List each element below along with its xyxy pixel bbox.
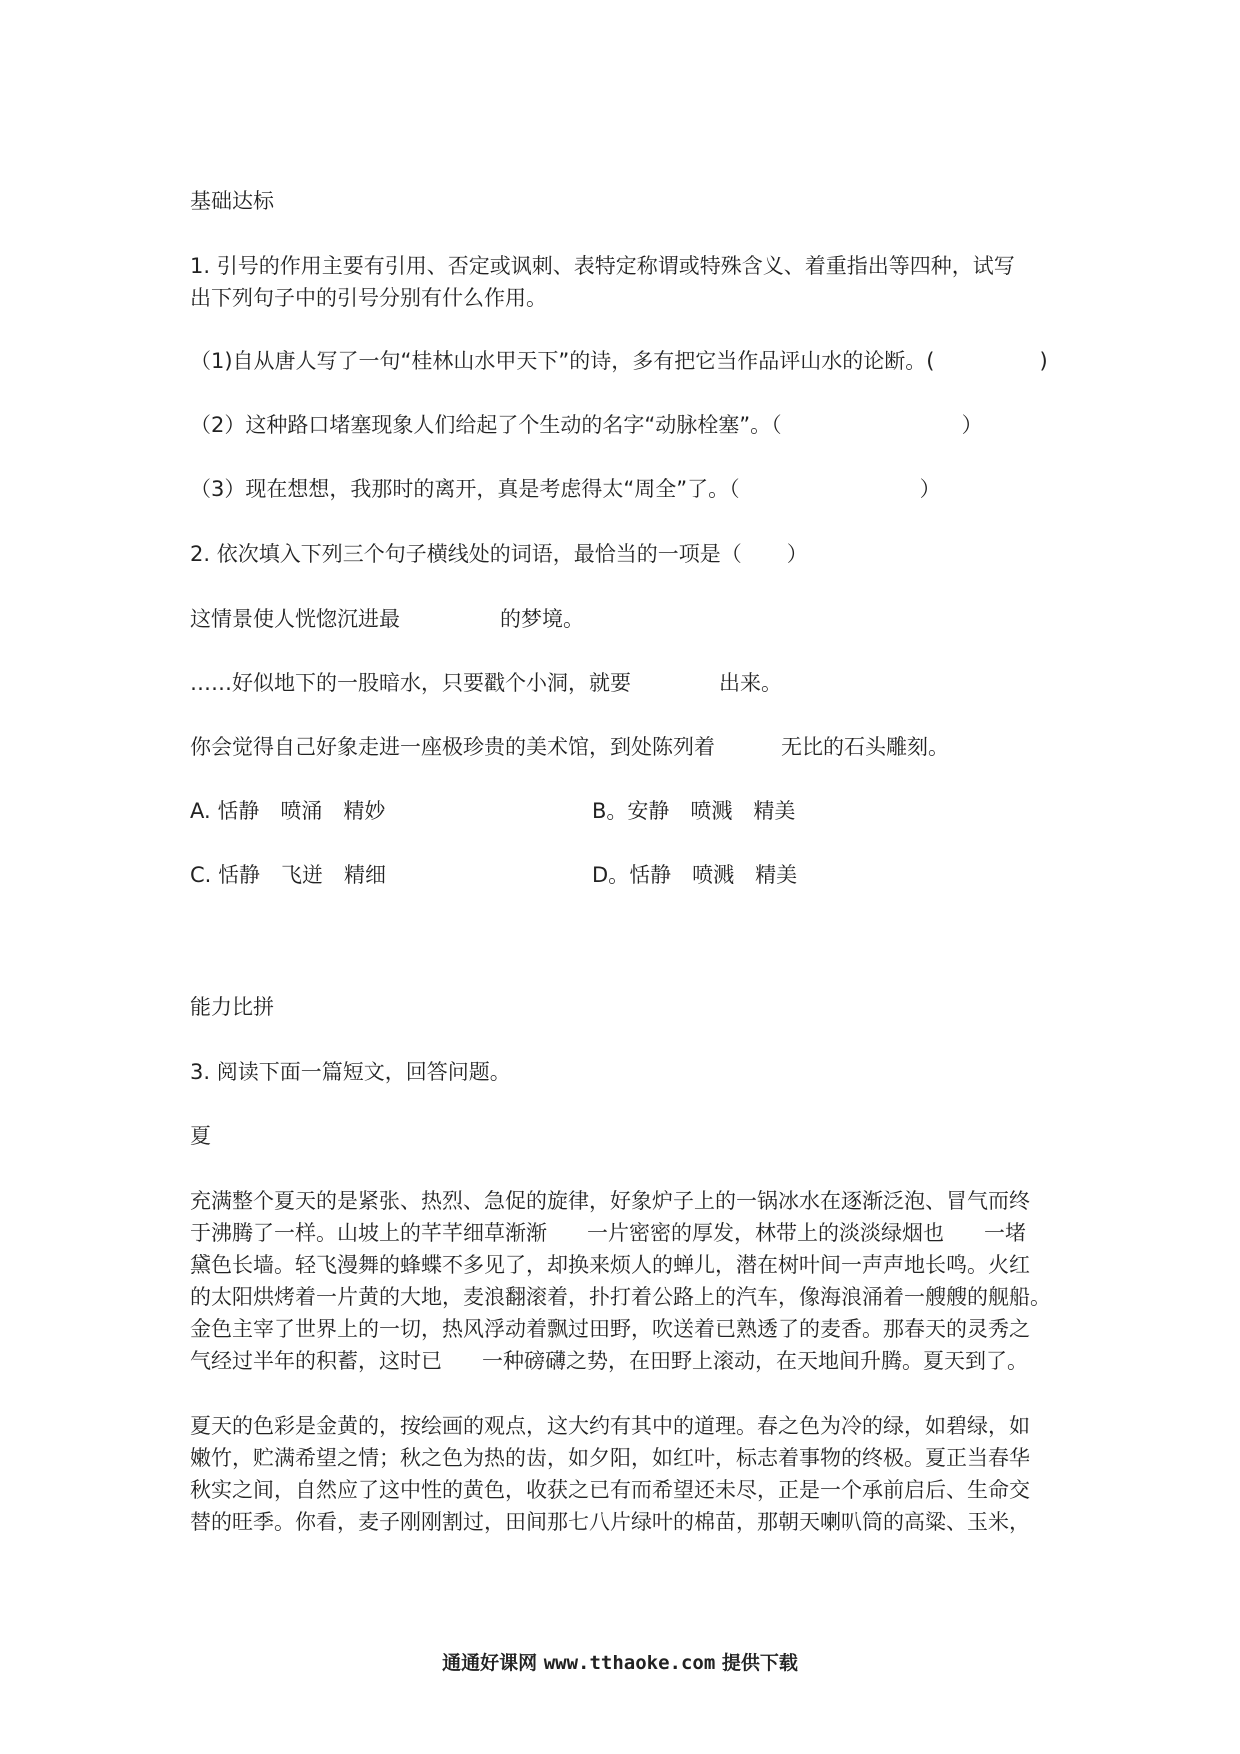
q2-sentence2-part1: ……好似地下的一股暗水，只要戳个小洞，就要 [190, 671, 631, 695]
essay-p1-line1: 充满整个夏天的是紧张、热烈、急促的旋律，好象炉子上的一锅冰水在逐渐泛泡、冒气而终 [190, 1189, 1030, 1213]
essay-p2-line4: 替的旺季。你看，麦子刚刚割过，田间那七八片绿叶的棉苗，那朝天喇叭筒的高粱、玉米， [190, 1510, 1030, 1534]
q1-item2-end: ） [961, 413, 983, 437]
essay-p1-line6-part1: 气经过半年的积蓄，这时已 [190, 1349, 442, 1373]
essay-title: 夏 [190, 1124, 211, 1148]
essay-p1-line6 [190, 1346, 1028, 1376]
q1-item2-text: （2）这种路口堵塞现象人们给起了个生动的名字“动脉栓塞”。（ [190, 413, 782, 437]
section-heading-ability: 能力比拼 [190, 995, 274, 1019]
essay-p2-line3: 秋实之间，自然应了这中性的黄色，收获之已有而希望还未尽，正是一个承前启后、生命交 [190, 1478, 1030, 1502]
essay-p2-line2: 嫩竹，贮满希望之情；秋之色为热的齿，如夕阳，如红叶，标志着事物的终极。夏正当春华 [190, 1446, 1030, 1470]
q1-item3-text: （3）现在想想，我那时的离开，真是考虑得太“周全”了。（ [190, 477, 740, 501]
q3-stem: 3. 阅读下面一篇短文，回答问题。 [190, 1060, 511, 1084]
q2-sentence3-part2: 无比的石头雕刻。 [781, 735, 949, 759]
q1-stem-line2: 出下列句子中的引号分别有什么作用。 [190, 286, 547, 310]
essay-p1-line6-part2: 一种磅礴之势，在田野上滚动，在天地间升腾。夏天到了。 [482, 1349, 1028, 1373]
essay-p1-line2-part3: 一堵 [984, 1221, 1026, 1245]
essay-p1-line5: 金色主宰了世界上的一切，热风浮动着飘过田野，吹送着已熟透了的麦香。那春天的灵秀之 [190, 1317, 1030, 1341]
q1-item1-text: （1)自从唐人写了一句“桂林山水甲天下”的诗，多有把它当作品评山水的论断。( [190, 349, 935, 373]
q1-item1-end: ) [1039, 349, 1048, 373]
q1-item3 [190, 474, 941, 504]
q2-option-d[interactable]: D。恬静 喷溅 精美 [592, 863, 798, 887]
q2-sentence1 [190, 604, 584, 634]
essay-p1-line3: 黛色长墙。轻飞漫舞的蜂蝶不多见了，却换来烦人的蝉儿，潜在树叶间一声声地长鸣。火红 [190, 1253, 1030, 1277]
footer-site-name: 通通好课网 [442, 1652, 538, 1674]
q2-option-b[interactable]: B。安静 喷溅 精美 [592, 799, 796, 823]
q2-stem [190, 539, 808, 569]
essay-p1-line4: 的太阳烘烤着一片黄的大地，麦浪翻滚着，扑打着公路上的汽车，像海浪涌着一艘艘的舰船。 [190, 1285, 1051, 1309]
q1-stem-line1: 1. 引号的作用主要有引用、否定或讽刺、表特定称谓或特殊含义、着重指出等四种，试写 [190, 254, 1015, 278]
q2-option-a[interactable]: A. 恬静 喷涌 精妙 [190, 799, 386, 823]
essay-p2-line1: 夏天的色彩是金黄的，按绘画的观点，这大约有其中的道理。春之色为冷的绿，如碧绿，如 [190, 1414, 1030, 1438]
essay-p1-line2-part1: 于沸腾了一样。山坡上的芊芊细草渐渐 [190, 1221, 547, 1245]
q1-item1 [190, 346, 1048, 376]
q1-item2 [190, 410, 983, 440]
essay-p1-line2 [190, 1218, 1026, 1248]
footer-suffix: 提供下载 [721, 1652, 798, 1674]
q1-item3-end: ） [919, 477, 941, 501]
footer-url[interactable]: www.tthaoke.com [543, 1652, 716, 1674]
q2-stem-end: ） [786, 542, 808, 566]
q2-sentence2-part2: 出来。 [719, 671, 782, 695]
q2-sentence3-part1: 你会觉得自己好象走进一座极珍贵的美术馆，到处陈列着 [190, 735, 715, 759]
page-footer [0, 1648, 1240, 1675]
q2-option-c[interactable]: C. 恬静 飞迸 精细 [190, 863, 387, 887]
q2-stem-text: 2. 依次填入下列三个句子横线处的词语，最恰当的一项是（ [190, 542, 742, 566]
q2-sentence1-part1: 这情景使人恍惚沉进最 [190, 607, 400, 631]
q2-sentence2 [190, 668, 782, 698]
section-heading-basic: 基础达标 [190, 189, 274, 213]
q2-sentence3 [190, 732, 949, 762]
q2-sentence1-part2: 的梦境。 [500, 607, 584, 631]
essay-p1-line2-part2: 一片密密的厚发，林带上的淡淡绿烟也 [587, 1221, 944, 1245]
